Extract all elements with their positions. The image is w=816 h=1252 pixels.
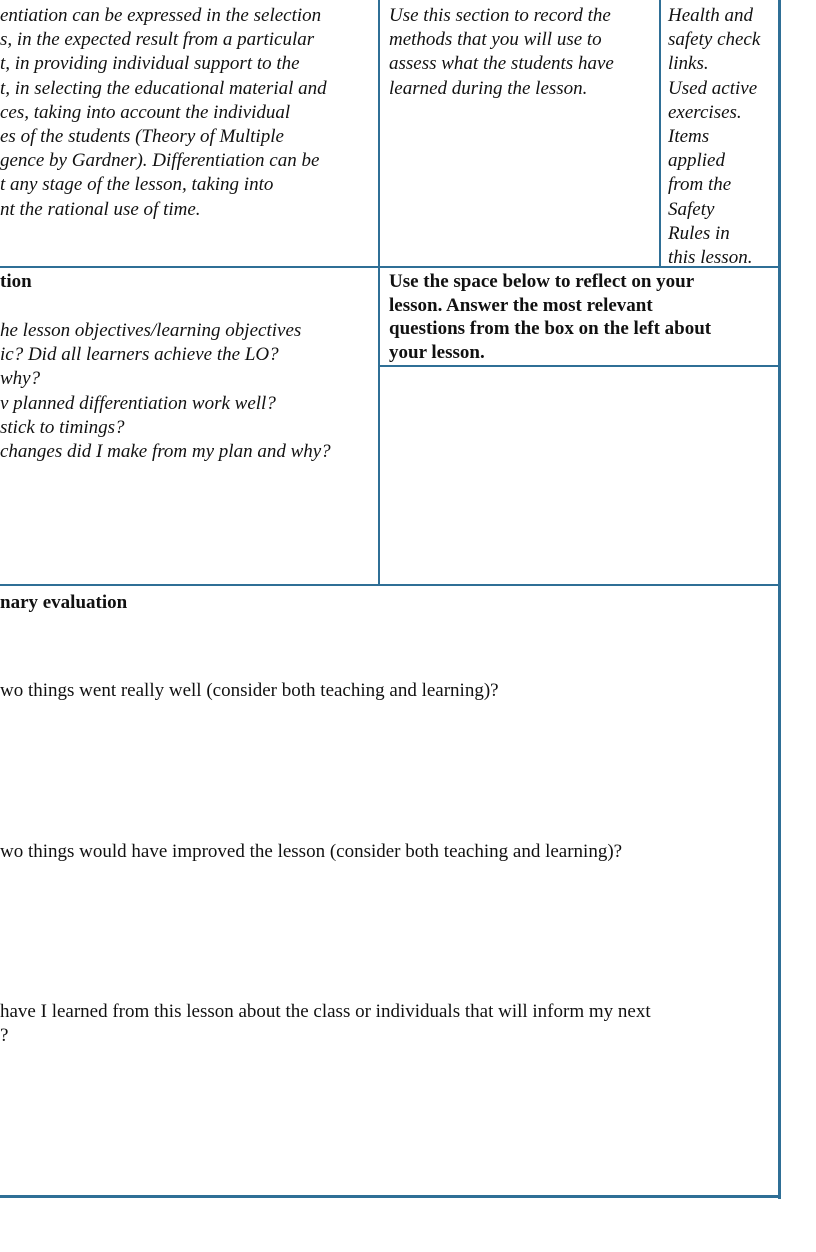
health-safety-line: this lesson. — [668, 247, 753, 269]
bottom-border — [0, 1195, 781, 1198]
health-safety-line: Items — [668, 126, 710, 148]
differentiation-line: ces, taking into account the individual — [0, 101, 291, 123]
summary-question-learned-cont: ? — [0, 1025, 9, 1046]
health-safety-line: safety check — [668, 29, 761, 51]
health-safety-line: links. — [668, 53, 709, 75]
health-safety-line: Used active — [668, 77, 758, 99]
assessment-cell — [389, 4, 655, 101]
health-safety-line: Rules in — [668, 222, 730, 244]
summary-heading: nary evaluation — [0, 592, 128, 613]
assessment-line: methods that you will use to — [389, 29, 602, 51]
reflection-question: v planned differentiation work well? — [0, 392, 276, 414]
row-rule-3 — [0, 584, 781, 586]
differentiation-line: t any stage of the lesson, taking into — [0, 174, 274, 196]
reflection-prompt-line: questions from the box on the left about — [389, 318, 712, 339]
vertical-rule-2 — [659, 0, 661, 267]
summary-question-learned: have I learned from this lesson about the class or individuals that will inform my next — [0, 1001, 651, 1022]
reflection-question: ic? Did all learners achieve the LO? — [0, 344, 279, 366]
summary-question-improve: wo things would have improved the lesson (consider both teaching and learning)? — [0, 841, 623, 862]
reflection-question: changes did I make from my plan and why? — [0, 441, 331, 463]
summary-answer-improve[interactable] — [0, 867, 776, 995]
differentiation-line: nt the rational use of time. — [0, 198, 201, 220]
reflection-question: stick to timings? — [0, 416, 125, 438]
health-safety-line: exercises. — [668, 101, 742, 123]
reflection-prompt — [389, 270, 777, 364]
reflection-answer-area[interactable] — [381, 368, 777, 583]
differentiation-line: t, in providing individual support to the — [0, 53, 300, 75]
reflection-prompt-line: your lesson. — [389, 341, 485, 363]
assessment-line: assess what the students have — [389, 53, 614, 75]
differentiation-line: es of the students (Theory of Multiple — [0, 126, 284, 148]
reflection-prompt-line: lesson. Answer the most relevant — [389, 294, 653, 316]
differentiation-line: gence by Gardner). Differentiation can be — [0, 150, 320, 172]
reflection-heading: tion — [0, 271, 32, 292]
summary-question-went-well: wo things went really well (consider both teaching and learning)? — [0, 680, 499, 701]
differentiation-line: s, in the expected result from a particular — [0, 29, 315, 51]
assessment-line: Use this section to record the — [389, 5, 611, 26]
differentiation-line: t, in selecting the educational material and — [0, 77, 327, 99]
reflection-questions — [0, 319, 376, 464]
health-safety-line: from the — [668, 174, 732, 196]
health-safety-line: Safety — [668, 198, 715, 220]
row-rule-2 — [379, 365, 781, 367]
summary-answer-learned[interactable] — [0, 1052, 776, 1192]
reflection-prompt-line: Use the space below to reflect on your — [389, 271, 695, 292]
differentiation-cell — [0, 4, 376, 222]
reflection-question: why? — [0, 368, 41, 390]
right-border — [778, 0, 781, 1199]
summary-answer-went-well[interactable] — [0, 706, 776, 834]
assessment-line: learned during the lesson. — [389, 77, 588, 99]
vertical-rule-1 — [378, 0, 380, 585]
health-safety-cell — [668, 4, 776, 270]
differentiation-line: entiation can be expressed in the selection — [0, 5, 322, 26]
row-rule-1 — [0, 266, 781, 268]
health-safety-line: Health and — [668, 5, 753, 26]
reflection-question: he lesson objectives/learning objectives — [0, 320, 302, 341]
health-safety-line: applied — [668, 150, 725, 172]
